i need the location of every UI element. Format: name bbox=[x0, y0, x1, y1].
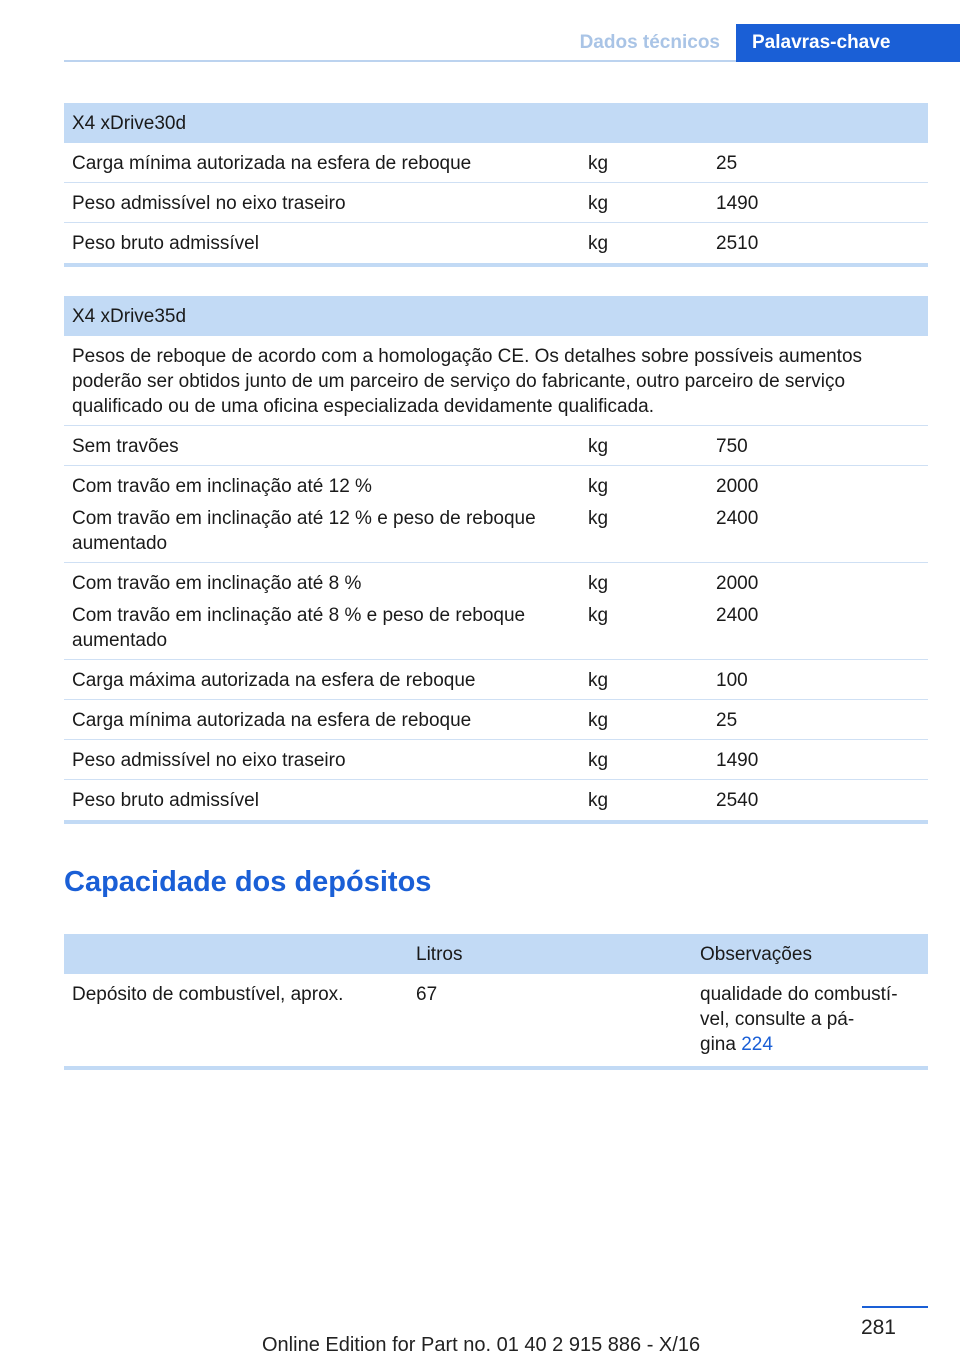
section-title: Capacidade dos depósitos bbox=[64, 866, 432, 898]
row-observacoes bbox=[700, 982, 920, 1057]
page-link-224[interactable]: 224 bbox=[741, 1034, 773, 1055]
table-row bbox=[64, 183, 928, 223]
row-label: Peso admissível no eixo traseiro bbox=[72, 750, 346, 771]
nav-tab-palavras-chave[interactable]: Palavras-chave bbox=[736, 24, 960, 62]
table-row bbox=[64, 700, 928, 740]
table-title: X4 xDrive35d bbox=[72, 306, 187, 327]
row-unit: kg bbox=[588, 710, 609, 731]
table-title: X4 xDrive30d bbox=[72, 113, 187, 134]
obs-line-with-link bbox=[700, 1032, 920, 1057]
table-note-row bbox=[64, 336, 928, 426]
row-value: 2540 bbox=[716, 790, 759, 811]
table-row-group bbox=[64, 563, 928, 660]
row-unit: kg bbox=[588, 750, 609, 771]
table-row-group bbox=[64, 466, 928, 563]
row-label: Com travão em inclinação até 8 % e peso de reboque aumentado bbox=[72, 605, 526, 651]
table-capacidade-depositos bbox=[64, 934, 928, 1070]
row-unit: kg bbox=[588, 508, 609, 529]
row-label: Carga máxima autorizada na esfera de reboque bbox=[72, 670, 476, 691]
row-label: Carga mínima autorizada na esfera de reboque bbox=[72, 710, 472, 731]
row-unit: kg bbox=[588, 193, 609, 214]
row-label: Peso admissível no eixo traseiro bbox=[72, 193, 346, 214]
col-header-litros: Litros bbox=[416, 944, 463, 965]
row-label: Peso bruto admissível bbox=[72, 233, 259, 254]
footer-edition: Online Edition for Part no. 01 40 2 915 886 - X/16 bbox=[262, 1334, 701, 1356]
row-label: Com travão em inclinação até 12 % bbox=[72, 476, 372, 497]
nav-tab-dados-tecnicos[interactable]: Dados técnicos bbox=[579, 32, 720, 53]
table-x4-xdrive35d bbox=[64, 296, 928, 824]
row-value: 2000 bbox=[716, 476, 759, 497]
row-value: 750 bbox=[716, 436, 748, 457]
table-header-row bbox=[64, 103, 928, 143]
row-unit: kg bbox=[588, 476, 609, 497]
row-label: Sem travões bbox=[72, 436, 179, 457]
table-row bbox=[64, 780, 928, 824]
row-unit: kg bbox=[588, 436, 609, 457]
row-value: 1490 bbox=[716, 750, 759, 771]
table-x4-xdrive30d bbox=[64, 103, 928, 267]
row-label: Com travão em inclinação até 12 % e peso de reboque aumentado bbox=[72, 508, 536, 554]
row-unit: kg bbox=[588, 573, 609, 594]
page-number: 281 bbox=[860, 1316, 896, 1339]
row-label: Depósito de combustível, aprox. bbox=[72, 984, 344, 1005]
obs-text: gina bbox=[700, 1034, 736, 1055]
row-value: 2000 bbox=[716, 573, 759, 594]
row-unit: kg bbox=[588, 605, 609, 626]
table-row bbox=[64, 143, 928, 183]
table-row bbox=[64, 660, 928, 700]
row-unit: kg bbox=[588, 233, 609, 254]
table-header-row bbox=[64, 296, 928, 336]
table-row bbox=[64, 223, 928, 267]
page-number-rule bbox=[862, 1306, 928, 1308]
table-header-row bbox=[64, 934, 928, 974]
row-unit: kg bbox=[588, 670, 609, 691]
row-label: Carga mínima autorizada na esfera de reboque bbox=[72, 153, 472, 174]
obs-line: qualidade do combustí- bbox=[700, 984, 898, 1005]
obs-line: vel, consulte a pá- bbox=[700, 1009, 855, 1030]
page-header bbox=[64, 24, 960, 62]
row-value: 25 bbox=[716, 710, 738, 731]
table-note: Pesos de reboque de acordo com a homologação CE. Os detalhes sobre possíveis aumentos poderão ser obtidos junto de um parceiro de serviço do fabricante, outro parceiro de serviço qualificado ou de uma oficina especializada devidamente qualificada. bbox=[72, 346, 863, 417]
row-value: 2400 bbox=[716, 605, 759, 626]
col-header-observacoes: Observações bbox=[700, 944, 812, 965]
row-label: Peso bruto admissível bbox=[72, 790, 259, 811]
row-value: 1490 bbox=[716, 193, 759, 214]
row-litros: 67 bbox=[416, 984, 438, 1005]
row-value: 2400 bbox=[716, 508, 759, 529]
row-unit: kg bbox=[588, 790, 609, 811]
row-unit: kg bbox=[588, 153, 609, 174]
row-value: 25 bbox=[716, 153, 738, 174]
row-value: 100 bbox=[716, 670, 748, 691]
row-label: Com travão em inclinação até 8 % bbox=[72, 573, 362, 594]
table-row bbox=[64, 740, 928, 780]
row-value: 2510 bbox=[716, 233, 759, 254]
table-row bbox=[64, 974, 928, 1070]
table-row bbox=[64, 426, 928, 466]
